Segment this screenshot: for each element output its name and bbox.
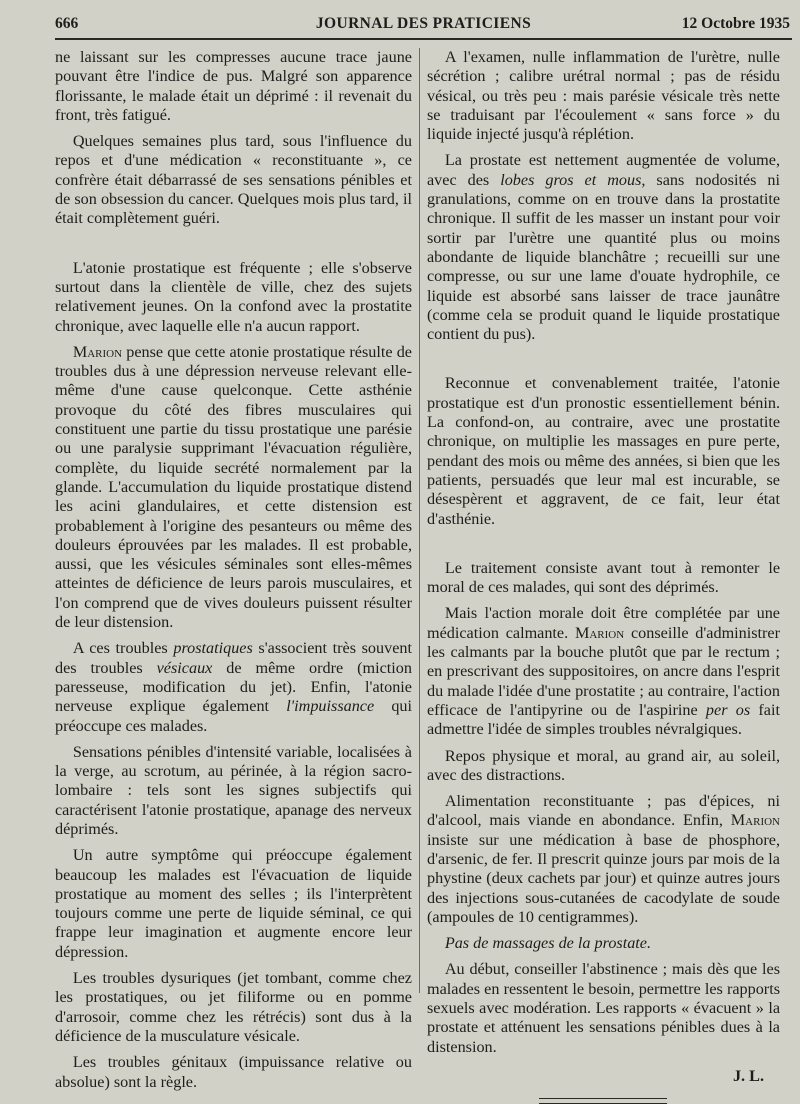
paragraph: Sensations pénibles d'intensité variable, localisées à la verge, au scrotum, au périnée, à la région sacro-lombaire : tels sont les signes subjectifs qui caractérisent l'atonie prostatique, apanage des nerveux déprimés. [55, 742, 412, 838]
right-column [427, 48, 780, 1104]
emphasis: Pas de massages de la prostate. [444, 934, 652, 953]
paragraph [427, 934, 780, 953]
paragraph: Les troubles génitaux (impuissance relative ou absolue) sont la règle. [55, 1053, 412, 1091]
page-number: 666 [55, 15, 79, 32]
author-name: Marion [730, 811, 780, 830]
emphasis: vésicaux [156, 658, 213, 677]
paragraph: Au début, conseiller l'abstinence ; mais dès que les malades en ressentent le besoin, permettre les rapports sexuels avec modération. Les rapports « évacuent » la prostate et atténuent les sensations pénibles dues à la distension. [427, 960, 780, 1056]
emphasis: lobes gros et mous, [500, 170, 646, 189]
paragraph: A l'examen, nulle inflammation de l'urètre, nulle sécrétion ; calibre urétral normal ; pas de résidu vésical, ou très peu : mais parésie vésicale très nette se traduisant par l'écoulement « sans force » du liquide injecté jusqu'à réplétion. [427, 48, 780, 144]
paragraph: Le traitement consiste avant tout à remonter le moral de ces malades, qui sont des déprimés. [427, 558, 780, 597]
paragraph: L'atonie prostatique est fréquente ; elle s'observe surtout dans la clientèle de ville, chez des sujets relativement jeunes. On la confond avec la prostatite chronique, avec laquelle elle n'a aucun rapport. [55, 258, 412, 335]
paragraph: Un autre symptôme qui préoccupe également beaucoup les malades est l'évacuation de liquide prostatique au moment des selles ; ils l'interprètent toujours comme une perte de liquide séminal, ce qui frappe leur imagination et augmente encore leur dépression. [55, 846, 412, 961]
emphasis: prostatiques [173, 639, 253, 658]
author-signature: J. L. [732, 1066, 764, 1085]
paragraph: Mais l'action morale doit être complétée par une médication calmante. Marion conseille d'administrer les calmants par la bouche plutôt que par le rectum ; en prescrivant des suppositoires, on ancre dans l'esprit du malade l'idée d'une prostatite ; au contraire, l'action efficace de l'antipyrine ou de l'aspirine per os fait admettre l'idée de simples troubles névralgiques. [427, 604, 781, 739]
paragraph: Quelques semaines plus tard, sous l'influence du repos et d'une médication « reconstituante », ce confrère était débarrassé de ses sensations pénibles et de son obsession du cancer. Quelques mois plus tard, il était complètement guéri. [55, 132, 412, 228]
end-rule [539, 1098, 667, 1104]
column-divider [419, 48, 420, 993]
paragraph: Alimentation reconstituante ; pas d'épices, ni d'alcool, mais viande en abondance. Enfin, Marion insiste sur une médication à base de phosphore, d'arsenic, de fer. Il prescrit quinze jours par mois de la phystine (deux cachets par jour) et quinze autres jours des injections sous-cutanées de cacodylate de soude (ampoules de 10 centigrammes). [427, 792, 780, 926]
paragraph: Reconnue et convenablement traitée, l'atonie prostatique est d'un pronostic essentiellement bénin. La confond-on, au contraire, avec une prostatite chronique, on multiplie les massages en pure perte, pendant des mois ou même des années, si bien que les patients, persuadés que leur mal est incurable, se désespèrent et aggravent, de ce fait, leur état d'asthénie. [427, 374, 780, 528]
journal-title: JOURNAL DES PRATICIENS [315, 15, 532, 32]
author-name: Marion [574, 623, 625, 642]
running-header [55, 14, 792, 40]
issue-date: 12 Octobre 1935 [681, 15, 790, 32]
paragraph: La prostate est nettement augmentée de volume, avec des lobes gros et mous, sans nodosités ni granulations, comme on en trouve dans la prostatite chronique. Il suffit de les masser un instant pour voir sortir par l'urètre une quantité plus ou moins abondante de liquide blanchâtre ; recueilli sur une compresse, ou sur une lame d'ouate hydrophile, ce liquide est absorbé sans laisser de trace jaunâtre (comme cela se produit quand le liquide prostatique contient du pus). [427, 151, 780, 344]
paragraph: Marion pense que cette atonie prostatique résulte de troubles dus à une dépression nerveuse relevant elle-même d'une cause quelconque. Cette asthénie provoque du côté des fibres musculaires qui constituent une partie du tissu prostatique une parésie ou une paralysie supprimant l'évacuation régulière, complète, du liquide secrété normalement par la glande. L'accumulation du liquide prostatique distend les acini glandulaires, et cette distension est probablement à l'origine des pesanteurs ou même des douleurs éprouvées par les malades. Il est probable, aussi, que les vésicules séminales sont elles-mêmes atteintes de déficience de leurs parois musculaires, et l'on comprend que de vives douleurs puissent résulter de leur distension. [55, 342, 412, 632]
paragraph: ne laissant sur les compresses aucune trace jaune pouvant être l'indice de pus. Malgré son apparence florissante, le malade était un déprimé : il revenait du front, très fatigué. [55, 48, 412, 124]
emphasis: per os [705, 700, 751, 719]
paragraph: Repos physique et moral, au grand air, au soleil, avec des distractions. [427, 746, 780, 784]
paragraph: Les troubles dysuriques (jet tombant, comme chez les prostatiques, ou jet filiforme ou en pomme d'arrosoir, comme chez les rétrécis) sont dus à la déficience de la musculature vésicale. [55, 969, 412, 1045]
paragraph: A ces troubles prostatiques s'associent très souvent des troubles vésicaux de même ordre (miction paresseuse, modification du jet). Enfin, l'atonie nerveuse explique également l'impuissance qui préoccupe ces malades. [55, 639, 413, 735]
emphasis: l'impuissance [286, 697, 375, 716]
author-name: Marion [72, 342, 123, 361]
left-column [55, 48, 412, 1099]
